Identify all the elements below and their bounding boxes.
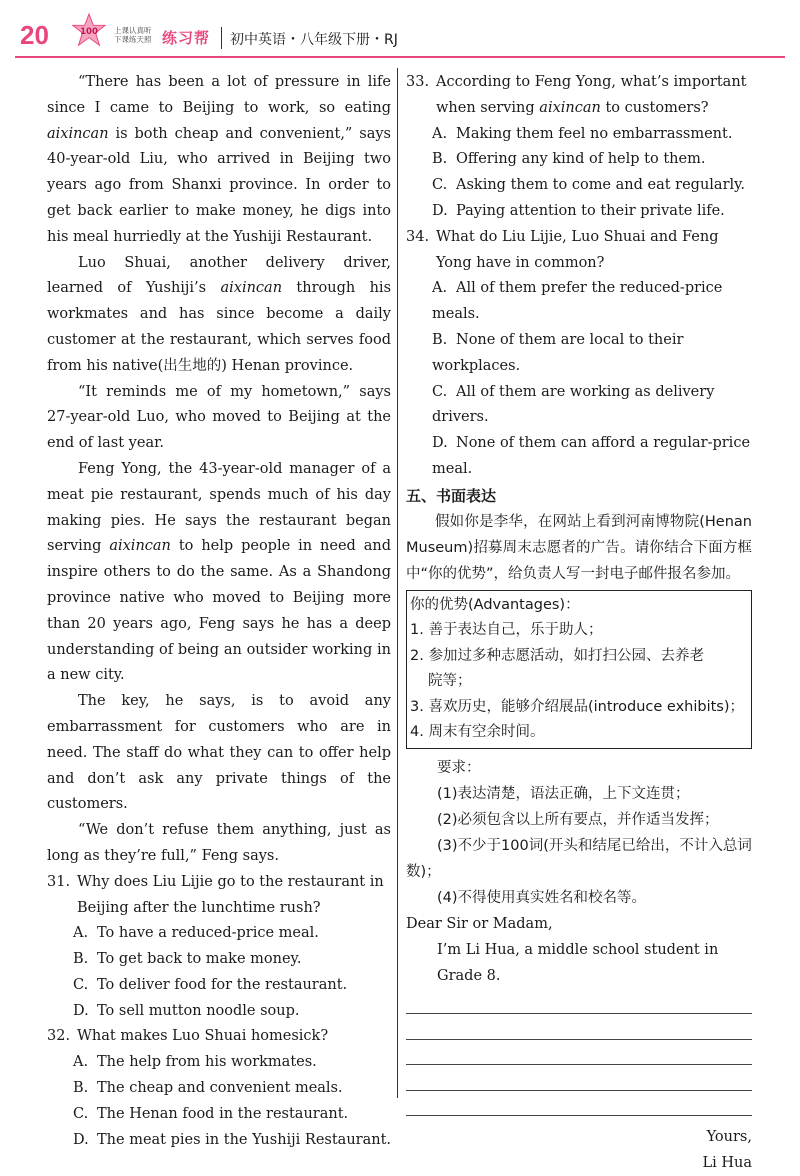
answer-option[interactable]	[47, 1076, 391, 1102]
advantages-title: 你的优势(Advantages)：	[410, 596, 580, 613]
requirements-list	[406, 781, 752, 911]
writing-prompt: 假如你是李华，在网站上看到河南博物院(Henan Museum)招募周末志愿者的广告。请你结合下面方框中“你的优势”，给负责人写一封电子邮件报名参加。	[406, 513, 752, 582]
salutation: Dear Sir or Madam,	[406, 915, 553, 932]
text-run: According to Feng Yong, what’s important when serving	[436, 74, 747, 116]
text-run: What do Liu Lijie, Luo Shuai and Feng Yong have in common?	[436, 228, 719, 271]
answer-option[interactable]	[47, 999, 391, 1025]
question-number: 33.	[406, 74, 430, 90]
option-text: All of them are working as delivery drivers.	[432, 383, 715, 426]
question-number: 32.	[47, 1028, 71, 1045]
passage-paragraph	[47, 818, 391, 870]
letter	[406, 911, 752, 1176]
text-run: Feng Yong, the 43-year-old manager of a meat pie restaurant, spends much of his day making pies. He says the restaurant began serving	[47, 460, 391, 555]
answer-option[interactable]	[47, 1050, 391, 1076]
answer-line[interactable]	[406, 1039, 752, 1040]
advantage-item: 2. 参加过多种志愿活动，如打扫公园、去养老	[410, 647, 704, 664]
passage-paragraph	[47, 689, 391, 818]
requirement-item: (3)不少于100词(开头和结尾已给出，不计入总词数)；	[406, 837, 752, 880]
question-34	[406, 225, 752, 483]
italic-term: aixincan	[220, 280, 283, 297]
text-run: What makes Luo Shuai homesick?	[77, 1028, 329, 1045]
question-number: 31.	[47, 873, 71, 890]
logo-text: 100	[80, 26, 98, 37]
text-run: Why does Liu Lijie go to the restaurant in Beijing after the lunchtime rush?	[77, 873, 384, 916]
answer-line[interactable]	[406, 1013, 752, 1014]
option-text: Asking them to come and eat regularly.	[456, 177, 746, 194]
option-label: A.	[73, 1054, 89, 1071]
option-text: The help from his workmates.	[97, 1054, 317, 1071]
advantage-item: 4. 周末有空余时间。	[410, 724, 545, 741]
right-column	[406, 70, 752, 1176]
answer-option[interactable]	[406, 328, 752, 380]
question-31	[47, 870, 391, 1025]
requirement-item: (2)必须包含以上所有要点，并作适当发挥；	[437, 811, 719, 828]
option-text: None of them can afford a regular-price meal.	[432, 435, 751, 477]
answer-option[interactable]	[47, 1102, 391, 1128]
requirements-title: 要求：	[437, 759, 481, 776]
option-label: C.	[432, 177, 448, 194]
option-label: B.	[73, 1080, 89, 1097]
text-run: through his workmates and has since become a daily customer at the restaurant, which serves food from his native(出生地的) Henan province.	[47, 280, 392, 374]
text-run: “There has been a lot of pressure in life since I came to Beijing to work, so eating	[47, 74, 391, 116]
letter-opening: I’m Li Hua, a middle school student in Grade 8.	[437, 941, 719, 984]
option-text: The meat pies in the Yushiji Restaurant.	[97, 1131, 392, 1148]
text-run: The key, he says, is to avoid any embarrassment for customers who are in need. The staff do what they can to offer help and don’t ask any private things of the customers.	[47, 693, 391, 813]
option-text: All of them prefer the reduced-price meals.	[432, 280, 723, 323]
question-stem	[47, 1024, 391, 1050]
requirement-item: (1)表达清楚，语法正确，上下文连贯；	[437, 785, 690, 802]
option-label: B.	[73, 951, 89, 968]
option-text: Making them feel no embarrassment.	[456, 125, 733, 142]
option-label: A.	[73, 925, 89, 942]
passage-paragraph	[47, 70, 391, 251]
left-column	[47, 70, 391, 1153]
brand-name: 练习帮	[162, 29, 211, 47]
option-text: To get back to make money.	[97, 951, 302, 968]
requirements	[406, 755, 752, 911]
option-text: The cheap and convenient meals.	[97, 1080, 343, 1097]
question-stem	[47, 870, 391, 922]
option-text: None of them are local to their workplaces.	[432, 331, 684, 374]
question-stem	[406, 70, 752, 122]
question-33	[406, 70, 752, 225]
answer-line[interactable]	[406, 1064, 752, 1065]
page-header	[0, 0, 800, 60]
option-text: Offering any kind of help to them.	[456, 151, 706, 168]
closing-yours: Yours,	[706, 1129, 752, 1146]
page-number: 20	[20, 20, 49, 50]
star-logo-icon	[70, 12, 108, 50]
question-number: 34.	[406, 228, 430, 245]
question-32	[47, 1024, 391, 1153]
question-stem	[406, 225, 752, 277]
header-divider	[221, 27, 222, 49]
passage-paragraph	[47, 251, 391, 380]
text-run: “It reminds me of my hometown,” says 27-year-old Luo, who moved to Beijing at the end of last year.	[47, 383, 391, 452]
answer-option[interactable]	[47, 1128, 391, 1154]
advantage-item: 1. 善于表达自己，乐于助人；	[410, 622, 603, 639]
text-run: to customers?	[600, 99, 709, 116]
section-title: 五、书面表达	[406, 486, 497, 505]
answer-option[interactable]	[406, 276, 752, 328]
passage-paragraph	[47, 457, 391, 689]
answer-option[interactable]	[47, 947, 391, 973]
option-label: B.	[432, 331, 448, 348]
header-rule	[15, 56, 785, 58]
answer-option[interactable]	[406, 199, 752, 225]
option-text: To have a reduced-price meal.	[97, 925, 319, 942]
answer-line[interactable]	[406, 1090, 752, 1091]
answer-option[interactable]	[47, 973, 391, 999]
option-text: Paying attention to their private life.	[456, 202, 725, 219]
option-label: D.	[432, 202, 448, 219]
advantages-box	[406, 590, 752, 749]
option-label: C.	[73, 976, 89, 993]
text-run: “We don’t refuse them anything, just as long as they’re full,” Feng says.	[47, 822, 391, 864]
italic-term: aixincan	[47, 125, 109, 142]
answer-option[interactable]	[47, 921, 391, 947]
advantage-item: 3. 喜欢历史，能够介绍展品(introduce exhibits)；	[410, 698, 745, 715]
italic-term: aixincan	[109, 538, 171, 555]
option-label: D.	[432, 435, 448, 452]
option-label: B.	[432, 151, 448, 168]
option-text: The Henan food in the restaurant.	[97, 1105, 349, 1122]
option-label: A.	[432, 280, 448, 297]
book-title: 初中英语・八年级下册・RJ	[230, 32, 398, 48]
advantages-list	[410, 618, 747, 746]
column-divider	[397, 68, 398, 1098]
option-label: C.	[73, 1105, 89, 1122]
closing-name: Li Hua	[702, 1155, 752, 1172]
answer-option[interactable]	[406, 173, 752, 199]
option-text: To deliver food for the restaurant.	[97, 976, 348, 993]
text-run: Luo Shuai, another delivery driver, learned of Yushiji’s	[47, 254, 391, 297]
tagline: 上课认真听 下课练天照	[114, 26, 152, 44]
option-text: To sell mutton noodle soup.	[97, 1002, 300, 1019]
option-label: C.	[432, 383, 448, 400]
answer-option[interactable]	[406, 380, 752, 432]
option-label: D.	[73, 1002, 89, 1019]
answer-option[interactable]	[406, 122, 752, 148]
answer-option[interactable]	[406, 147, 752, 173]
option-label: D.	[73, 1131, 89, 1148]
text-run: to help people in need and inspire others to do the same. As a Shandong province native who moved to Beijing more than 20 years ago, Feng says he has a deep understanding of being an outsider working in a new city.	[47, 538, 392, 684]
advantage-item-continued: 院等；	[428, 673, 472, 690]
italic-term: aixincan	[539, 99, 601, 116]
text-run: is both cheap and convenient,” says 40-year-old Liu, who arrived in Beijing two years ago from Shanxi province. In order to get back earlier to make money, he digs into his meal hurriedly at the Yushiji Restaurant.	[47, 125, 391, 245]
passage-paragraph	[47, 380, 391, 457]
requirement-item: (4)不得使用真实姓名和校名等。	[437, 889, 647, 906]
answer-option[interactable]	[406, 431, 752, 483]
option-label: A.	[432, 125, 448, 142]
